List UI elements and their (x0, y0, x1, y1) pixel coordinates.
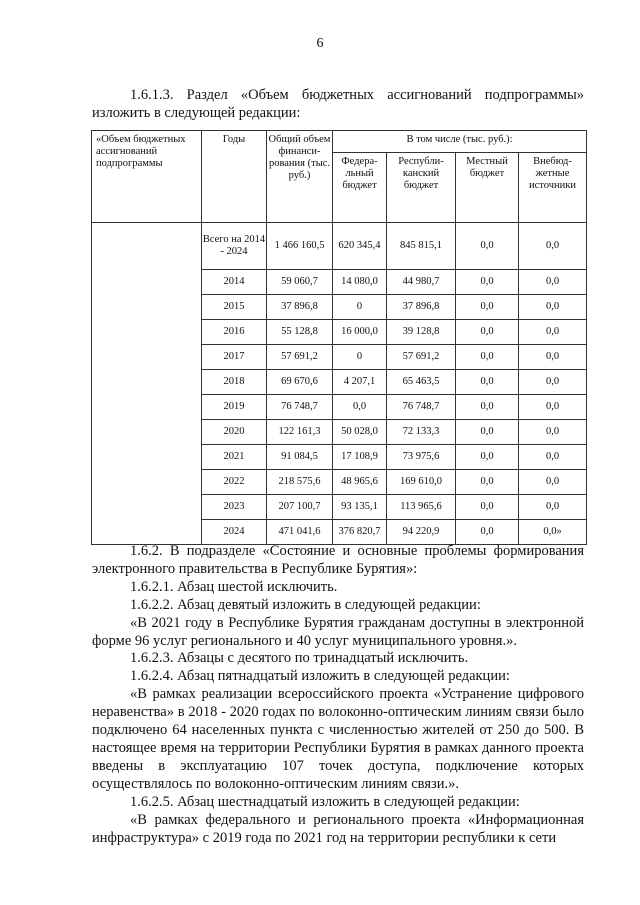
cell-local: 0,0 (456, 345, 519, 370)
cell-republic: 57 691,2 (387, 345, 456, 370)
cell-total: 122 161,3 (267, 420, 333, 445)
paragraph: 1.6.2.2. Абзац девятый изложить в следующей редакции: (130, 596, 481, 613)
paragraph: 1.6.2. В подразделе «Состояние и основные проблемы формирования электронного правительства в Республике Бурятия»: (92, 543, 584, 577)
cell-year: 2023 (202, 495, 267, 520)
cell-total: 69 670,6 (267, 370, 333, 395)
cell-republic: 113 965,6 (387, 495, 456, 520)
header-group: В том числе (тыс. руб.): (333, 131, 587, 153)
cell-local: 0,0 (456, 370, 519, 395)
cell-total: 91 084,5 (267, 445, 333, 470)
cell-total: 1 466 160,5 (267, 223, 333, 270)
cell-federal: 620 345,4 (333, 223, 387, 270)
cell-year: 2020 (202, 420, 267, 445)
cell-federal: 14 080,0 (333, 270, 387, 295)
section-heading: 1.6.1.3. Раздел «Объем бюджетных ассигнований подпрограммы» изложить в следующей редакции: (92, 87, 584, 121)
cell-local: 0,0 (456, 270, 519, 295)
cell-extra: 0,0 (519, 270, 587, 295)
cell-extra: 0,0 (519, 223, 587, 270)
cell-year: 2021 (202, 445, 267, 470)
cell-local: 0,0 (456, 470, 519, 495)
cell-year: 2016 (202, 320, 267, 345)
cell-extra: 0,0 (519, 445, 587, 470)
page-number: 6 (316, 36, 324, 51)
cell-republic: 44 980,7 (387, 270, 456, 295)
cell-federal: 0 (333, 295, 387, 320)
paragraph: 1.6.2.3. Абзацы с десятого по тринадцатый исключить. (130, 650, 469, 667)
cell-extra: 0,0 (519, 395, 587, 420)
cell-extra: 0,0 (519, 370, 587, 395)
cell-federal: 93 135,1 (333, 495, 387, 520)
cell-federal: 4 207,1 (333, 370, 387, 395)
cell-republic: 37 896,8 (387, 295, 456, 320)
cell-federal: 48 965,6 (333, 470, 387, 495)
cell-total: 57 691,2 (267, 345, 333, 370)
document-body (92, 543, 584, 847)
cell-republic: 94 220,9 (387, 520, 456, 545)
cell-republic: 39 128,8 (387, 320, 456, 345)
cell-federal: 17 108,9 (333, 445, 387, 470)
cell-local: 0,0 (456, 445, 519, 470)
cell-total: 59 060,7 (267, 270, 333, 295)
cell-year: 2019 (202, 395, 267, 420)
cell-year: 2014 (202, 270, 267, 295)
row-label-cell: «Объем бюджетных ассигнований подпрограммы (92, 131, 202, 223)
cell-local: 0,0 (456, 320, 519, 345)
cell-total: 37 896,8 (267, 295, 333, 320)
header-republic: Республи-канский бюджет (387, 153, 456, 223)
header-years: Годы (202, 131, 267, 223)
cell-federal: 376 820,7 (333, 520, 387, 545)
cell-republic: 169 610,0 (387, 470, 456, 495)
cell-total: 218 575,6 (267, 470, 333, 495)
budget-table (91, 130, 587, 545)
cell-republic: 845 815,1 (387, 223, 456, 270)
cell-extra: 0,0 (519, 420, 587, 445)
paragraph: 1.6.2.5. Абзац шестнадцатый изложить в следующей редакции: (130, 793, 520, 810)
cell-republic: 65 463,5 (387, 370, 456, 395)
paragraph: 1.6.2.4. Абзац пятнадцатый изложить в следующей редакции: (130, 668, 510, 685)
cell-local: 0,0 (456, 520, 519, 545)
cell-extra: 0,0» (519, 520, 587, 545)
paragraph: 1.6.2.1. Абзац шестой исключить. (130, 578, 338, 595)
cell-federal: 50 028,0 (333, 420, 387, 445)
cell-local: 0,0 (456, 495, 519, 520)
table-row (92, 223, 587, 270)
cell-year: 2015 (202, 295, 267, 320)
cell-local: 0,0 (456, 395, 519, 420)
cell-federal: 0 (333, 345, 387, 370)
cell-republic: 76 748,7 (387, 395, 456, 420)
cell-year: 2017 (202, 345, 267, 370)
cell-extra: 0,0 (519, 470, 587, 495)
header-total: Общий объем финанси-рования (тыс. руб.) (267, 131, 333, 223)
header-extra: Внебюд-жетные источники (519, 153, 587, 223)
table-header-row (92, 131, 587, 153)
paragraph: «В рамках реализации всероссийского проекта «Устранение цифрового неравенства» в 2018 - 2020 годах по волоконно-оптическим линиям связи было подключено 64 населенных пункта с численностью жителей от 250 до 500. В настоящее время на территории Республики Бурятия в рамках данного проекта введены в эксплуатацию 107 точек доступа, подключение которых осуществлялось по волоконно-оптическим линиям связи.». (92, 686, 584, 792)
cell-local: 0,0 (456, 295, 519, 320)
cell-local: 0,0 (456, 223, 519, 270)
cell-extra: 0,0 (519, 345, 587, 370)
cell-year: 2018 (202, 370, 267, 395)
cell-federal: 16 000,0 (333, 320, 387, 345)
cell-extra: 0,0 (519, 295, 587, 320)
paragraph: «В рамках федерального и регионального проекта «Информационная инфраструктура» с 2019 года по 2021 год на территории республики к сети (92, 811, 584, 846)
cell-year: Всего на 2014 - 2024 (202, 223, 267, 270)
cell-local: 0,0 (456, 420, 519, 445)
cell-total: 471 041,6 (267, 520, 333, 545)
cell-year: 2022 (202, 470, 267, 495)
header-federal: Федера-льный бюджет (333, 153, 387, 223)
label-column-spacer (92, 223, 202, 545)
paragraph: «В 2021 году в Республике Бурятия гражданам доступны в электронной форме 96 услуг регионального и 40 услуг муниципального уровня.». (92, 614, 584, 649)
cell-federal: 0,0 (333, 395, 387, 420)
cell-extra: 0,0 (519, 320, 587, 345)
cell-year: 2024 (202, 520, 267, 545)
cell-extra: 0,0 (519, 495, 587, 520)
cell-total: 207 100,7 (267, 495, 333, 520)
cell-total: 55 128,8 (267, 320, 333, 345)
cell-total: 76 748,7 (267, 395, 333, 420)
header-local: Местный бюджет (456, 153, 519, 223)
cell-republic: 72 133,3 (387, 420, 456, 445)
cell-republic: 73 975,6 (387, 445, 456, 470)
